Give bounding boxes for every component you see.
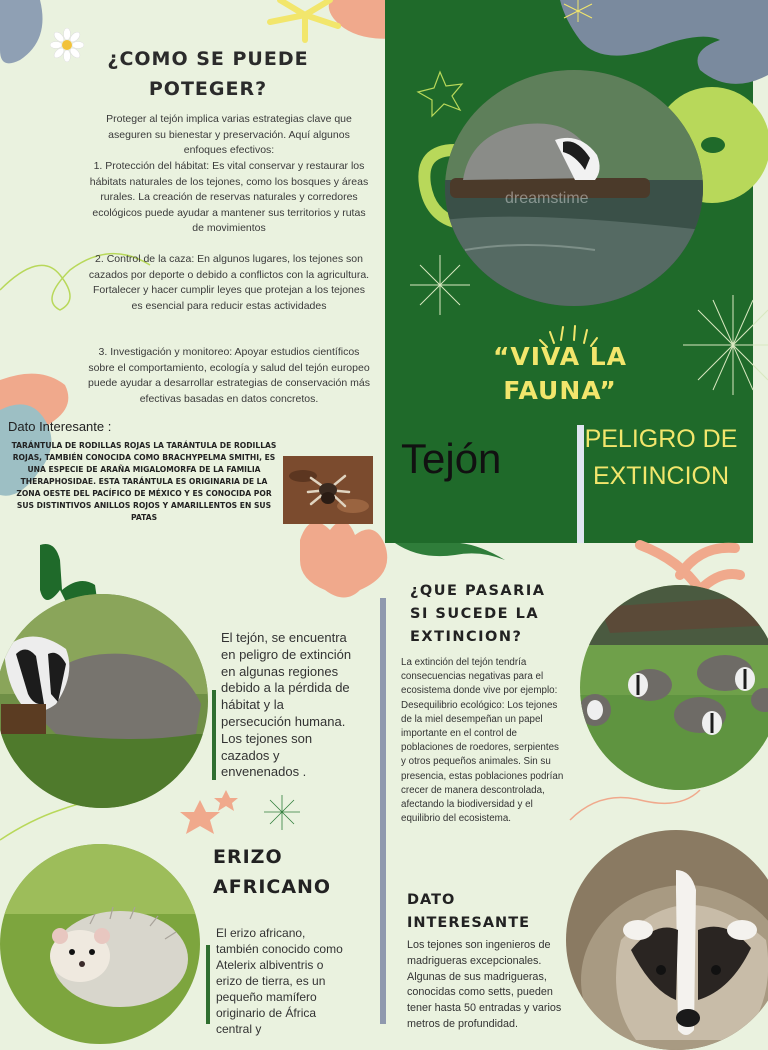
status-text: PELIGRO DE EXTINCION bbox=[584, 425, 738, 490]
hedgehog-photo bbox=[0, 844, 200, 1044]
badger-group-photo bbox=[580, 585, 768, 790]
protect-point-2: 2. Control de la caza: En algunos lugares, los tejones son cazados por deporte o debido a conflictos con la agricultura. Fortalecer y hacer cumplir leyes que protejan a los tejones es esencial para reducir estas actividades bbox=[88, 253, 370, 312]
extinction-paragraph: La extinción del tejón tendría consecuencias negativas para el ecosistema donde vive por ejemplo: Desequilibrio ecológico: Los tejones de la miel desempeñan un papel importante en el control de poblaciones de roedores, serpientes y otros pequeños animales. Sin su presencia, estas poblaciones podrían crecer de manera descontrolada, afectando la biodiversidad y el equilibrio del ecosistema. bbox=[401, 657, 564, 825]
accent-bar-2 bbox=[206, 945, 210, 1024]
badger-paragraph: El tejón, se encuentra en peligro de extinción en algunas regiones debido a la pérdida de hábitat y la persecución humana. Los tejones son cazados y envenenados . bbox=[221, 630, 352, 780]
tarantula-text: TARÁNTULA DE RODILLAS ROJAS LA TARÁNTULA DE RODILLAS ROJAS, TAMBIÉN CONOCIDA COMO BRACHYPELMA SMITHI, ES UNA ESPECIE DE ARAÑA MIGALOMORFA DE LA FAMILIA THERAPHOSIDAE. ESTA TARÁNTULA ES ORIGINARIA DE LA ZONA OESTE DEL PACÍFICO DE MÉXICO Y ES CONOCIDA POR SUS DISTINTIVOS ANILLOS ROJOS Y AMARILLENTOS EN SUS PATAS bbox=[11, 441, 277, 522]
badger-water-photo bbox=[445, 70, 703, 306]
watermark-text: dreamstime bbox=[505, 190, 589, 207]
accent-bar bbox=[212, 690, 216, 780]
extinction-heading: ¿QUE PASARIA SI SUCEDE LA EXTINCION? bbox=[410, 583, 546, 645]
erizo-heading: ERIZO AFRICANO bbox=[213, 846, 332, 898]
tarantula-photo bbox=[283, 456, 373, 524]
daisy-icon bbox=[50, 28, 84, 62]
badger-grass-photo bbox=[0, 594, 208, 808]
dato-interesante-paragraph: Los tejones son ingenieros de madrigueras excepcionales. Algunas de sus madrigueras, conocidas como setts, pueden tener hasta 50 entradas y varios metros de profundidad. bbox=[407, 939, 562, 1030]
protect-intro: Proteger al tejón implica varias estrategias clave que aseguren su bienestar y preservación. Aquí algunos enfoques efectivos: bbox=[106, 113, 352, 156]
erizo-paragraph: El erizo africano, también conocido como Atelerix albiventris o erizo de tierra, es un pequeño mamífero originario de África central y bbox=[216, 926, 343, 1036]
protect-point-3: 3. Investigación y monitoreo: Apoyar estudios científicos sobre el comportamiento, ecología y salud del tejón europeo puede ayudar a desarrollar estrategias de conservación más efectivas basadas en datos concretos. bbox=[88, 346, 370, 405]
animal-name: Tejón bbox=[401, 435, 502, 482]
dato-label: Dato Interesante : bbox=[8, 419, 112, 434]
protect-heading: ¿COMO SE PUEDE POTEGER? bbox=[107, 48, 309, 100]
slogan: “VIVA LA FAUNA” bbox=[492, 342, 628, 405]
sparkle-icon bbox=[560, 0, 596, 22]
dato-interesante-heading: DATO INTERESANTE bbox=[407, 892, 530, 931]
protect-point-1: 1. Protección del hábitat: Es vital conservar y restaurar los hábitats naturales de los tejones, como los bosques y áreas rurales. La creación de reservas naturales y corredores ecológicos puede ayudar a mantener sus territorios y rutas de movimientos bbox=[89, 160, 369, 234]
